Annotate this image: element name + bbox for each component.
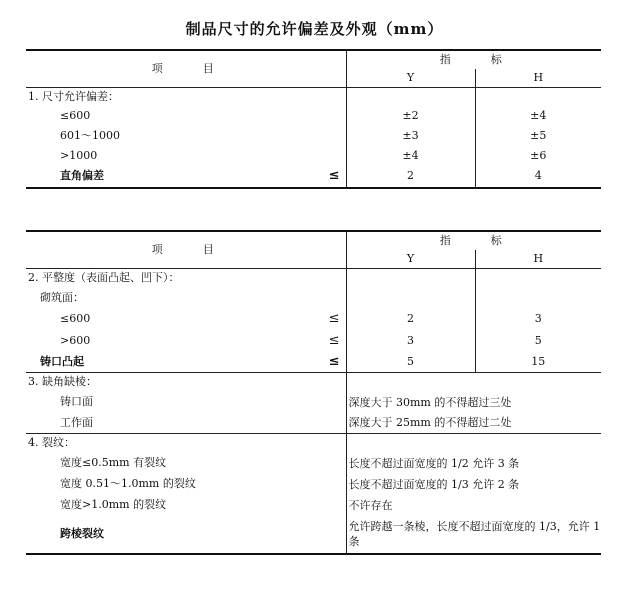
- cell-h: 15: [475, 352, 601, 373]
- row-label: 601～1000: [26, 126, 346, 146]
- row-label: 砌筑面：: [26, 288, 346, 308]
- cell-y: ±3: [346, 126, 475, 146]
- row-label: 跨棱裂纹: [26, 516, 346, 554]
- cell-y: ±2: [346, 106, 475, 126]
- header-indicator: 指 标: [346, 231, 601, 250]
- dimension-tolerance-table: [26, 49, 601, 189]
- le-symbol: ≤: [328, 310, 340, 326]
- cell-description: 长度不超过面宽度的 1/3 允许 2 条: [348, 477, 520, 491]
- cell-description: 深度大于 30mm 的不得超过三处: [348, 395, 512, 409]
- row-label: ≤600: [26, 106, 346, 126]
- cell-h: 4: [475, 166, 601, 188]
- cell-y: ±4: [346, 146, 475, 166]
- row-label: 工作面: [26, 413, 346, 434]
- row-label: 直角偏差 ≤: [26, 166, 346, 188]
- header-col-h: H: [475, 69, 601, 88]
- row-label: 宽度>1.0mm 的裂纹: [26, 495, 346, 516]
- row-label: 铸口面: [26, 392, 346, 413]
- cell-description: 允许跨越一条棱，长度不超过面宽度的 1/3，允许 1 条: [346, 516, 601, 554]
- section-label: 3. 缺角缺棱：: [26, 373, 346, 392]
- appearance-table: [26, 230, 601, 555]
- header-col-y: Y: [346, 69, 475, 88]
- le-symbol: ≤: [328, 168, 340, 183]
- le-symbol: ≤: [328, 353, 340, 369]
- cell-h: ±4: [530, 108, 547, 122]
- cell-h: ±6: [530, 148, 547, 162]
- section-label: 4. 裂纹：: [26, 434, 346, 453]
- section-label: 2. 平整度（表面凸起、凹下）：: [26, 269, 346, 288]
- header-indicator: 指 标: [346, 50, 601, 69]
- le-symbol: ≤: [328, 332, 340, 348]
- page-title: 制品尺寸的允许偏差及外观（mm）: [185, 20, 444, 38]
- cell-description: 深度大于 25mm 的不得超过二处: [346, 413, 601, 434]
- cell-y: 3: [346, 330, 475, 352]
- row-label: 宽度≤0.5mm 有裂纹: [26, 453, 346, 474]
- cell-h: 5: [534, 333, 542, 347]
- header-item: 项 目: [26, 231, 346, 269]
- row-label: 宽度 0.51～1.0mm 的裂纹: [26, 474, 346, 495]
- header-col-y: Y: [346, 250, 475, 269]
- cell-h: ±5: [530, 128, 547, 142]
- cell-description: 不许存在: [348, 498, 393, 512]
- cell-y: 2: [346, 308, 475, 330]
- cell-h: 3: [534, 311, 542, 325]
- header-item: 项 目: [26, 50, 346, 88]
- row-label: >600 ≤: [26, 330, 346, 352]
- row-label: 铸口凸起 ≤: [26, 352, 346, 373]
- row-label: ≤600 ≤: [26, 308, 346, 330]
- cell-y: 2: [346, 166, 475, 188]
- cell-y: 5: [346, 352, 475, 373]
- cell-description: 长度不超过面宽度的 1/2 允许 3 条: [348, 456, 520, 470]
- section-label: 1. 尺寸允许偏差：: [26, 88, 346, 106]
- row-label: >1000: [26, 146, 346, 166]
- header-col-h: H: [475, 250, 601, 269]
